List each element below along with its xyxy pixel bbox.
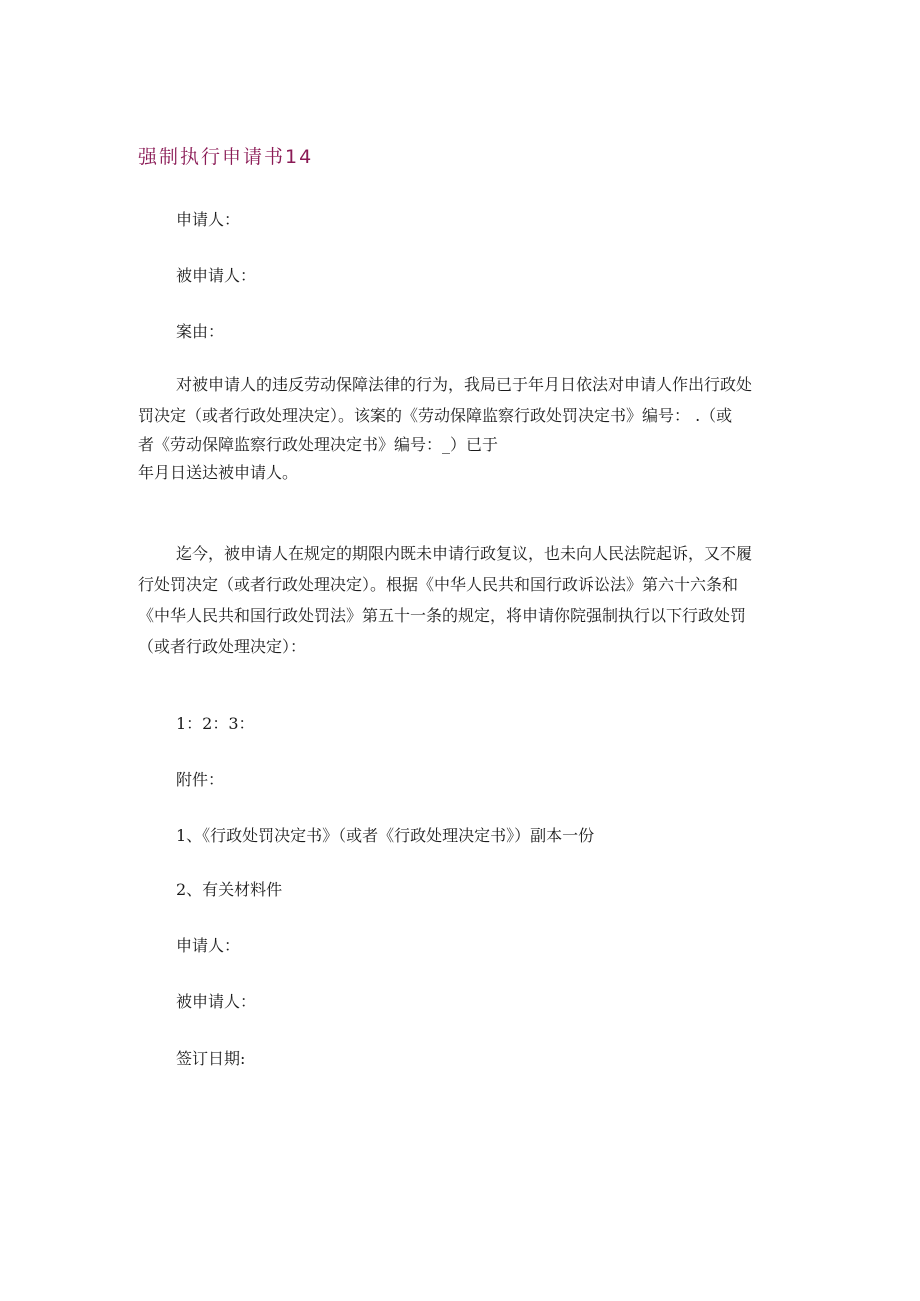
paragraph-enforcement-request	[138, 538, 788, 662]
enforcement-items: 1：2：3：	[176, 714, 255, 733]
footer-respondent-field: 被申请人：	[176, 992, 257, 1011]
paragraph-line: 者《劳动保障监察行政处理决定书》编号：_）已于	[138, 435, 499, 454]
paragraph-line: （或者行政处理决定）：	[138, 637, 307, 656]
paragraph-line: 对被申请人的违反劳动保障法律的行为，我局已于年月日依法对申请人作出行政处	[176, 375, 753, 394]
paragraph-line: 迄今，被申请人在规定的期限内既未申请行政复议，也未向人民法院起诉，又不履	[176, 544, 753, 563]
paragraph-line: 年月日送达被申请人。	[138, 463, 299, 482]
attachments-label: 附件：	[176, 770, 225, 789]
paragraph-penalty-decision	[138, 369, 788, 487]
paragraph-line: 罚决定（或者行政处理决定）。该案的《劳动保障监察行政处罚决定书》编号： .（或	[138, 406, 733, 425]
paragraph-line: 《中华人民共和国行政处罚法》第五十一条的规定，将申请你院强制执行以下行政处罚	[138, 606, 747, 625]
attachment-item-2: 2、有关材料件	[176, 880, 283, 899]
respondent-field: 被申请人：	[176, 266, 257, 285]
cause-field: 案由：	[176, 322, 225, 341]
attachment-item-1: 1、《行政处罚决定书》（或者《行政处理决定书》）副本一份	[176, 826, 595, 845]
document-title: 强制执行申请书14	[138, 146, 314, 168]
applicant-field: 申请人：	[176, 210, 241, 229]
paragraph-line: 行处罚决定（或者行政处理决定）。根据《中华人民共和国行政诉讼法》第六十六条和	[138, 575, 739, 594]
sign-date-field: 签订日期:	[176, 1049, 246, 1068]
footer-applicant-field: 申请人：	[176, 936, 241, 955]
